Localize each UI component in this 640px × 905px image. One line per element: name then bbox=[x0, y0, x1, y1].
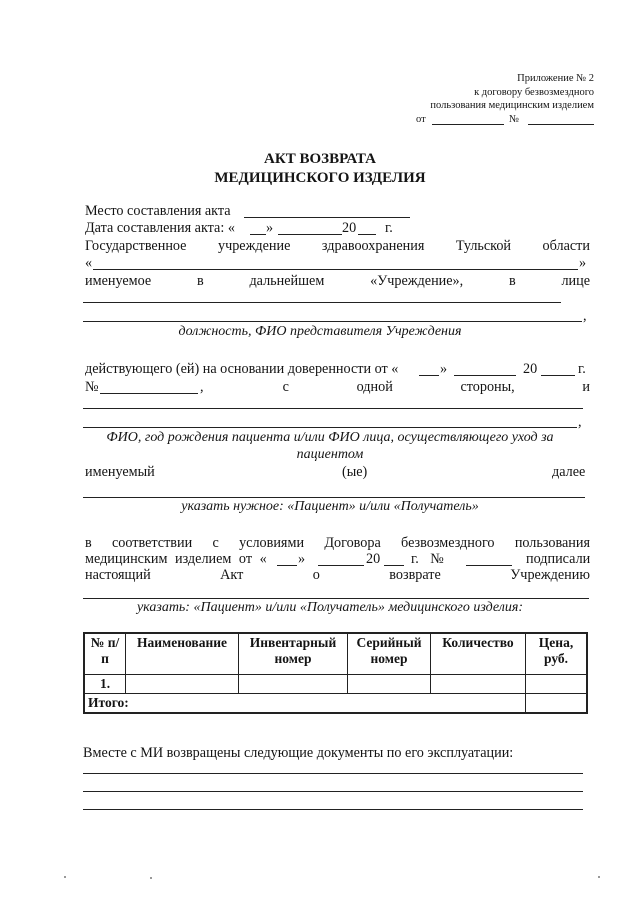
date-year-prefix: 20 bbox=[342, 220, 357, 236]
appendix-number-sign: № bbox=[509, 113, 520, 125]
scan-speck bbox=[598, 876, 600, 878]
hereinafter-word: «Учреждение», bbox=[370, 273, 464, 289]
appendix-line-4 bbox=[416, 113, 594, 127]
number-word: одной bbox=[356, 379, 393, 395]
hereinafter-line bbox=[85, 273, 590, 290]
documents-field-2[interactable] bbox=[83, 791, 583, 792]
hereinafter-word: лице bbox=[561, 273, 590, 289]
date-label: Дата составления акта: « bbox=[85, 220, 235, 236]
date-year-field[interactable] bbox=[358, 234, 376, 235]
acting-quote-close: » bbox=[440, 361, 448, 377]
institution-quote-close: » bbox=[579, 255, 587, 271]
named-word-2: (ые) bbox=[342, 464, 368, 480]
acting-year-prefix: 20 bbox=[523, 361, 538, 377]
institution-word: учреждение bbox=[217, 238, 291, 254]
institution-word: Государственное bbox=[85, 238, 187, 254]
appendix-number-line bbox=[528, 124, 594, 125]
agreement-quote-close: » bbox=[298, 551, 306, 567]
table-total-row bbox=[84, 694, 587, 714]
table-cell-serial[interactable] bbox=[348, 675, 431, 694]
number-word: стороны, bbox=[460, 379, 515, 395]
table-cell-quantity[interactable] bbox=[431, 675, 526, 694]
table-header-row bbox=[84, 633, 587, 675]
hint-receiver: указать: «Пациент» и/или «Получатель» медицинского изделия: bbox=[136, 600, 524, 615]
documents-field-1[interactable] bbox=[83, 773, 583, 774]
date-month-field[interactable] bbox=[278, 234, 342, 235]
appendix-date-line bbox=[432, 124, 504, 125]
table-cell-number: 1. bbox=[84, 675, 126, 694]
role-field[interactable] bbox=[83, 497, 585, 498]
header-inventory: Инвентарный номер bbox=[239, 633, 348, 675]
header-name: Наименование bbox=[126, 633, 239, 675]
agreement-word: соответствии bbox=[112, 535, 193, 551]
act-title-line-1: АКТ ВОЗВРАТА bbox=[264, 151, 376, 167]
signed-word: Учреждению bbox=[510, 567, 590, 583]
documents-field-3[interactable] bbox=[83, 809, 583, 810]
number-sign: № bbox=[85, 379, 99, 395]
documents-label: Вместе с МИ возвращены следующие документы по его эксплуатации: bbox=[83, 745, 514, 761]
table-row bbox=[84, 675, 587, 694]
hint-patient-line-2: пациентом bbox=[296, 447, 364, 462]
date-day-field[interactable] bbox=[250, 234, 266, 235]
act-title-line-2: МЕДИЦИНСКОГО ИЗДЕЛИЯ bbox=[214, 170, 426, 186]
institution-quote-open: « bbox=[85, 255, 93, 271]
appendix-line-3: пользования медицинским изделием bbox=[430, 100, 594, 111]
agreement-word: условиями bbox=[239, 535, 305, 551]
number-word bbox=[85, 379, 215, 396]
number-line bbox=[85, 379, 590, 396]
hereinafter-word: в bbox=[196, 273, 204, 289]
header-number: № п/п bbox=[84, 633, 126, 675]
hint-choose-role: указать нужное: «Пациент» и/или «Получатель» bbox=[181, 499, 479, 514]
agreement-word: в bbox=[85, 535, 92, 551]
header-serial: Серийный номер bbox=[348, 633, 431, 675]
agreement-g-number: г. № bbox=[411, 551, 444, 567]
header-price: Цена, руб. bbox=[526, 633, 588, 675]
header-quantity: Количество bbox=[431, 633, 526, 675]
receiver-field[interactable] bbox=[83, 598, 589, 599]
number-word: с bbox=[282, 379, 289, 395]
institution-word: области bbox=[542, 238, 590, 254]
institution-line bbox=[85, 238, 590, 255]
hereinafter-word: именуемое bbox=[85, 273, 152, 289]
agreement-year-field[interactable] bbox=[384, 565, 404, 566]
appendix-line-2: к договору безвозмездного bbox=[474, 86, 594, 98]
patient-field-2[interactable] bbox=[83, 427, 577, 428]
table-cell-price[interactable] bbox=[526, 675, 588, 694]
hint-patient-line-1: ФИО, год рождения пациента и/или ФИО лица, осуществляющего уход за bbox=[106, 430, 554, 445]
named-word-1: именуемый bbox=[85, 464, 155, 480]
hereinafter-word: дальнейшем bbox=[249, 273, 325, 289]
proxy-month-field[interactable] bbox=[454, 375, 516, 376]
proxy-year-field[interactable] bbox=[541, 375, 575, 376]
table-cell-inventory[interactable] bbox=[239, 675, 348, 694]
agreement-word: пользования bbox=[514, 535, 590, 551]
representative-comma: , bbox=[583, 308, 587, 324]
signed-word: о bbox=[312, 567, 320, 583]
signed-word: возврате bbox=[389, 567, 441, 583]
named-word-3: далее bbox=[552, 464, 586, 480]
hint-representative: должность, ФИО представителя Учреждения bbox=[178, 324, 462, 339]
agreement-month-field[interactable] bbox=[318, 565, 364, 566]
appendix-block bbox=[416, 72, 594, 127]
table-cell-name[interactable] bbox=[126, 675, 239, 694]
signed-line bbox=[85, 567, 590, 584]
signed-word: настоящий bbox=[85, 567, 151, 583]
place-field[interactable] bbox=[244, 217, 410, 218]
number-word: и bbox=[582, 379, 590, 395]
agreement-word: с bbox=[212, 535, 219, 551]
patient-field-1[interactable] bbox=[83, 408, 583, 409]
appendix-date-prefix: от bbox=[416, 113, 426, 125]
total-value-cell[interactable] bbox=[526, 694, 588, 714]
total-label: Итого: bbox=[84, 694, 526, 714]
signed-word: Акт bbox=[220, 567, 244, 583]
agreement-year-prefix: 20 bbox=[366, 551, 381, 567]
agreement-line-1 bbox=[85, 535, 590, 552]
proxy-day-field[interactable] bbox=[419, 375, 439, 376]
institution-name-field[interactable] bbox=[93, 269, 578, 270]
agreement-date-label: медицинским изделием от « bbox=[85, 551, 267, 567]
number-comma: , bbox=[200, 379, 204, 395]
patient-comma: , bbox=[578, 414, 582, 430]
date-quote-close: » bbox=[266, 220, 274, 236]
date-year-suffix: г. bbox=[385, 220, 393, 236]
appendix-line-1: Приложение № 2 bbox=[517, 73, 594, 84]
agreement-word: безвозмездного bbox=[401, 535, 495, 551]
acting-label: действующего (ей) на основании доверенности от « bbox=[85, 361, 399, 377]
agreement-day-field[interactable] bbox=[277, 565, 297, 566]
institution-word: Тульской bbox=[455, 238, 512, 254]
institution-word: здравоохранения bbox=[321, 238, 425, 254]
items-table bbox=[83, 632, 588, 714]
hereinafter-word: в bbox=[508, 273, 516, 289]
place-label: Место составления акта bbox=[85, 203, 231, 219]
agreement-number-field[interactable] bbox=[466, 565, 512, 566]
scan-speck bbox=[64, 876, 66, 878]
acting-year-suffix: г. bbox=[578, 361, 586, 377]
agreement-signed: подписали bbox=[526, 551, 591, 567]
representative-field-2[interactable] bbox=[83, 321, 582, 322]
scan-speck bbox=[150, 877, 152, 879]
agreement-word: Договора bbox=[324, 535, 381, 551]
representative-field-1[interactable] bbox=[83, 302, 561, 303]
